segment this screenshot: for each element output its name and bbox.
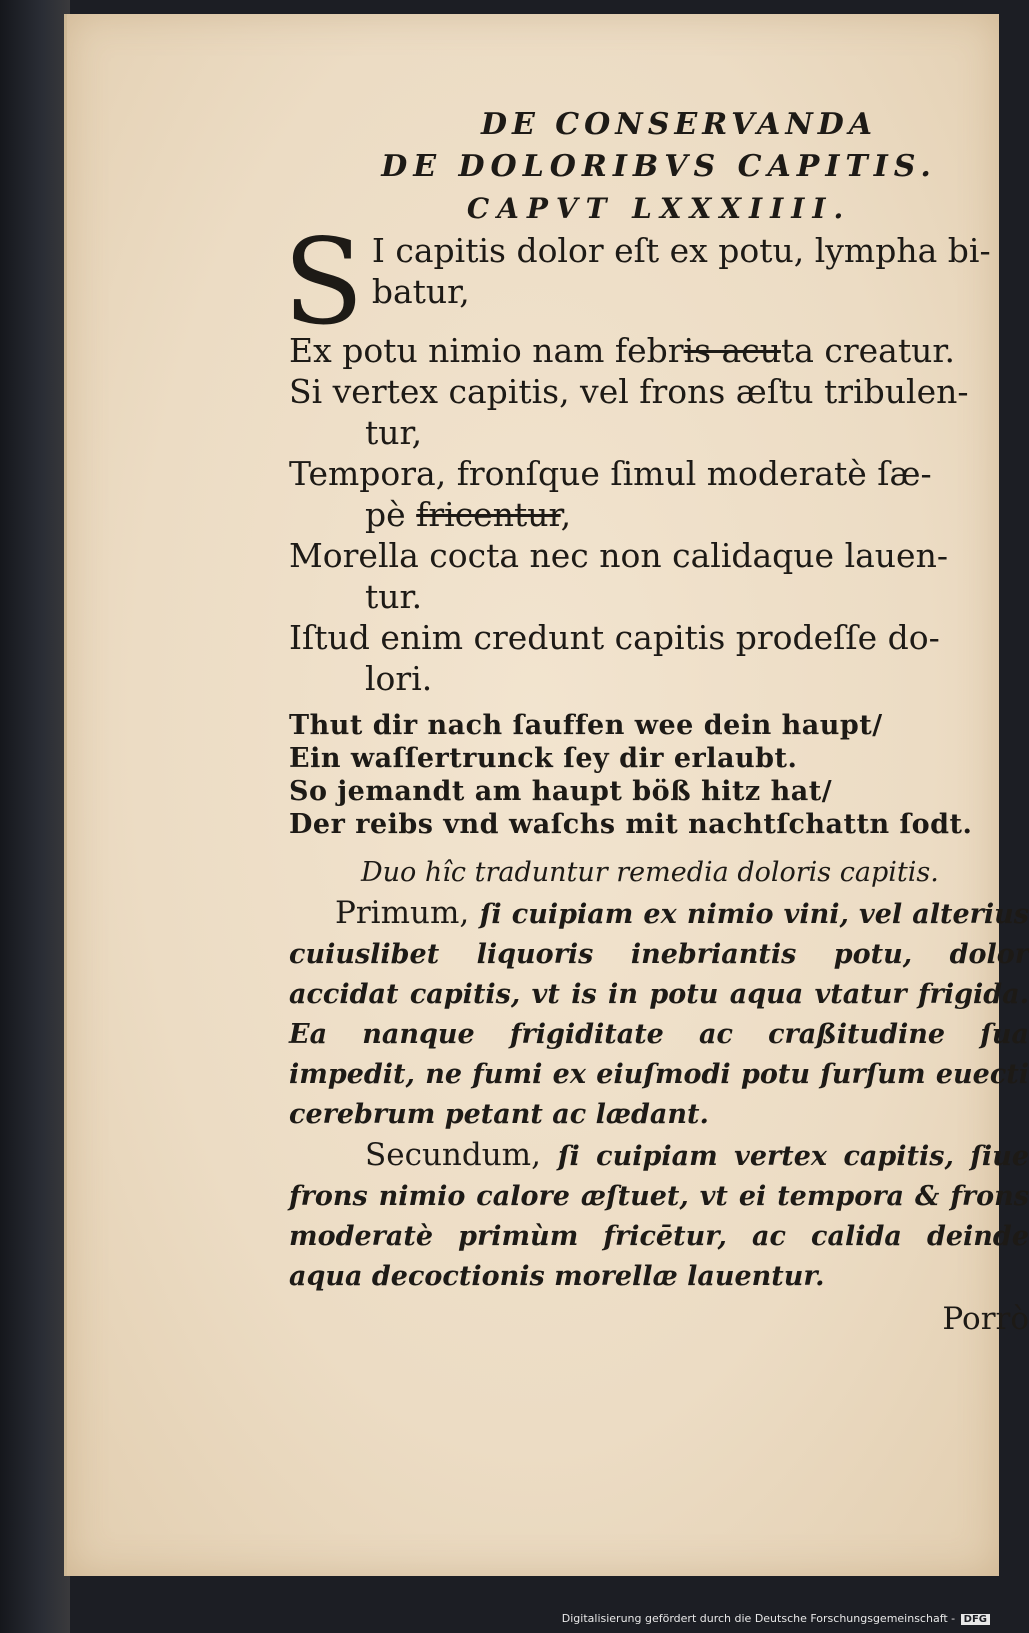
verse-line: Tempora, fronſque ſimul moderatè ſæ- bbox=[289, 454, 932, 493]
book-page bbox=[64, 14, 1029, 1576]
digitization-credit bbox=[562, 1612, 990, 1625]
commentary-paragraph bbox=[289, 1135, 1029, 1297]
struck-text: is acu bbox=[683, 331, 781, 370]
german-verse bbox=[289, 709, 1029, 841]
verse-line: batur, bbox=[371, 272, 470, 311]
paragraph-lead: Secundum, bbox=[365, 1137, 558, 1173]
german-line: Thut dir nach ſauffen wee dein haupt/ bbox=[289, 710, 883, 741]
catchword: Porrò bbox=[942, 1301, 1029, 1337]
german-line: So jemandt am haupt böß hitz hat/ bbox=[289, 776, 833, 807]
page-text bbox=[283, 104, 1029, 1341]
latin-verse bbox=[283, 213, 1029, 699]
credit-text: Digitalisierung gefördert durch die Deutsche Forschungsgemeinschaft - bbox=[561, 1612, 956, 1625]
verse-line: Iſtud enim credunt capitis prodeſſe do- bbox=[289, 618, 940, 657]
running-head: DE CONSERVANDA bbox=[480, 107, 878, 142]
verse-text: Ex potu nimio nam febr bbox=[289, 331, 684, 370]
verse-line: Si vertex capitis, vel frons æſtu tribulen- bbox=[289, 372, 969, 411]
commentary-caption: Duo hîc traduntur remedia doloris capitis. bbox=[361, 857, 939, 888]
book-binding bbox=[0, 0, 70, 1633]
verse-line: tur, bbox=[365, 413, 423, 452]
verse-text: pè bbox=[365, 495, 417, 534]
verse-line: tur. bbox=[365, 577, 423, 616]
paragraph-text: ſi cuipiam vertex capitis, ſiue frons nimio calore æſtuet, vt ei tempora & frons moderatè primùm fricētur, ac calida deinde aqua decoctionis morellæ lauentur. bbox=[289, 1141, 1029, 1292]
struck-text: fricentur bbox=[416, 495, 561, 534]
drop-capital: S bbox=[283, 213, 364, 351]
dfg-logo-icon: DFG bbox=[961, 1614, 990, 1625]
verse-line: Morella cocta nec non calidaque lauen- bbox=[289, 536, 948, 575]
verse-line: I capitis dolor eſt ex potu, lympha bi- bbox=[371, 231, 991, 270]
german-line: Der reibs vnd waſchs mit nachtſchattn ſodt. bbox=[289, 809, 973, 840]
verse-text: , bbox=[560, 495, 572, 534]
verse-text: ta creatur. bbox=[780, 331, 955, 370]
german-line: Ein waſſertrunck ſey dir erlaubt. bbox=[289, 743, 798, 774]
paragraph-lead: Primum, bbox=[335, 895, 480, 931]
verse-line bbox=[289, 494, 1029, 535]
verse-line: lori. bbox=[365, 659, 433, 698]
verse-line bbox=[289, 330, 1029, 371]
paragraph-text: ſi cuipiam ex nimio vini, vel alterius cuiuslibet liquoris inebriantis potu, dolor accidat capitis, vt is in potu aqua vtatur frigida. Ea nanque frigiditate ac craßitudine ſua impedit, ne fumi ex eiuſmodi potu ſurſum euecti cerebrum petant ac lædant. bbox=[289, 899, 1029, 1130]
commentary-paragraph bbox=[289, 893, 1029, 1135]
chapter-heading: CAPVT LXXXIIII. bbox=[466, 192, 852, 225]
section-title: DE DOLORIBVS CAPITIS. bbox=[381, 149, 937, 184]
